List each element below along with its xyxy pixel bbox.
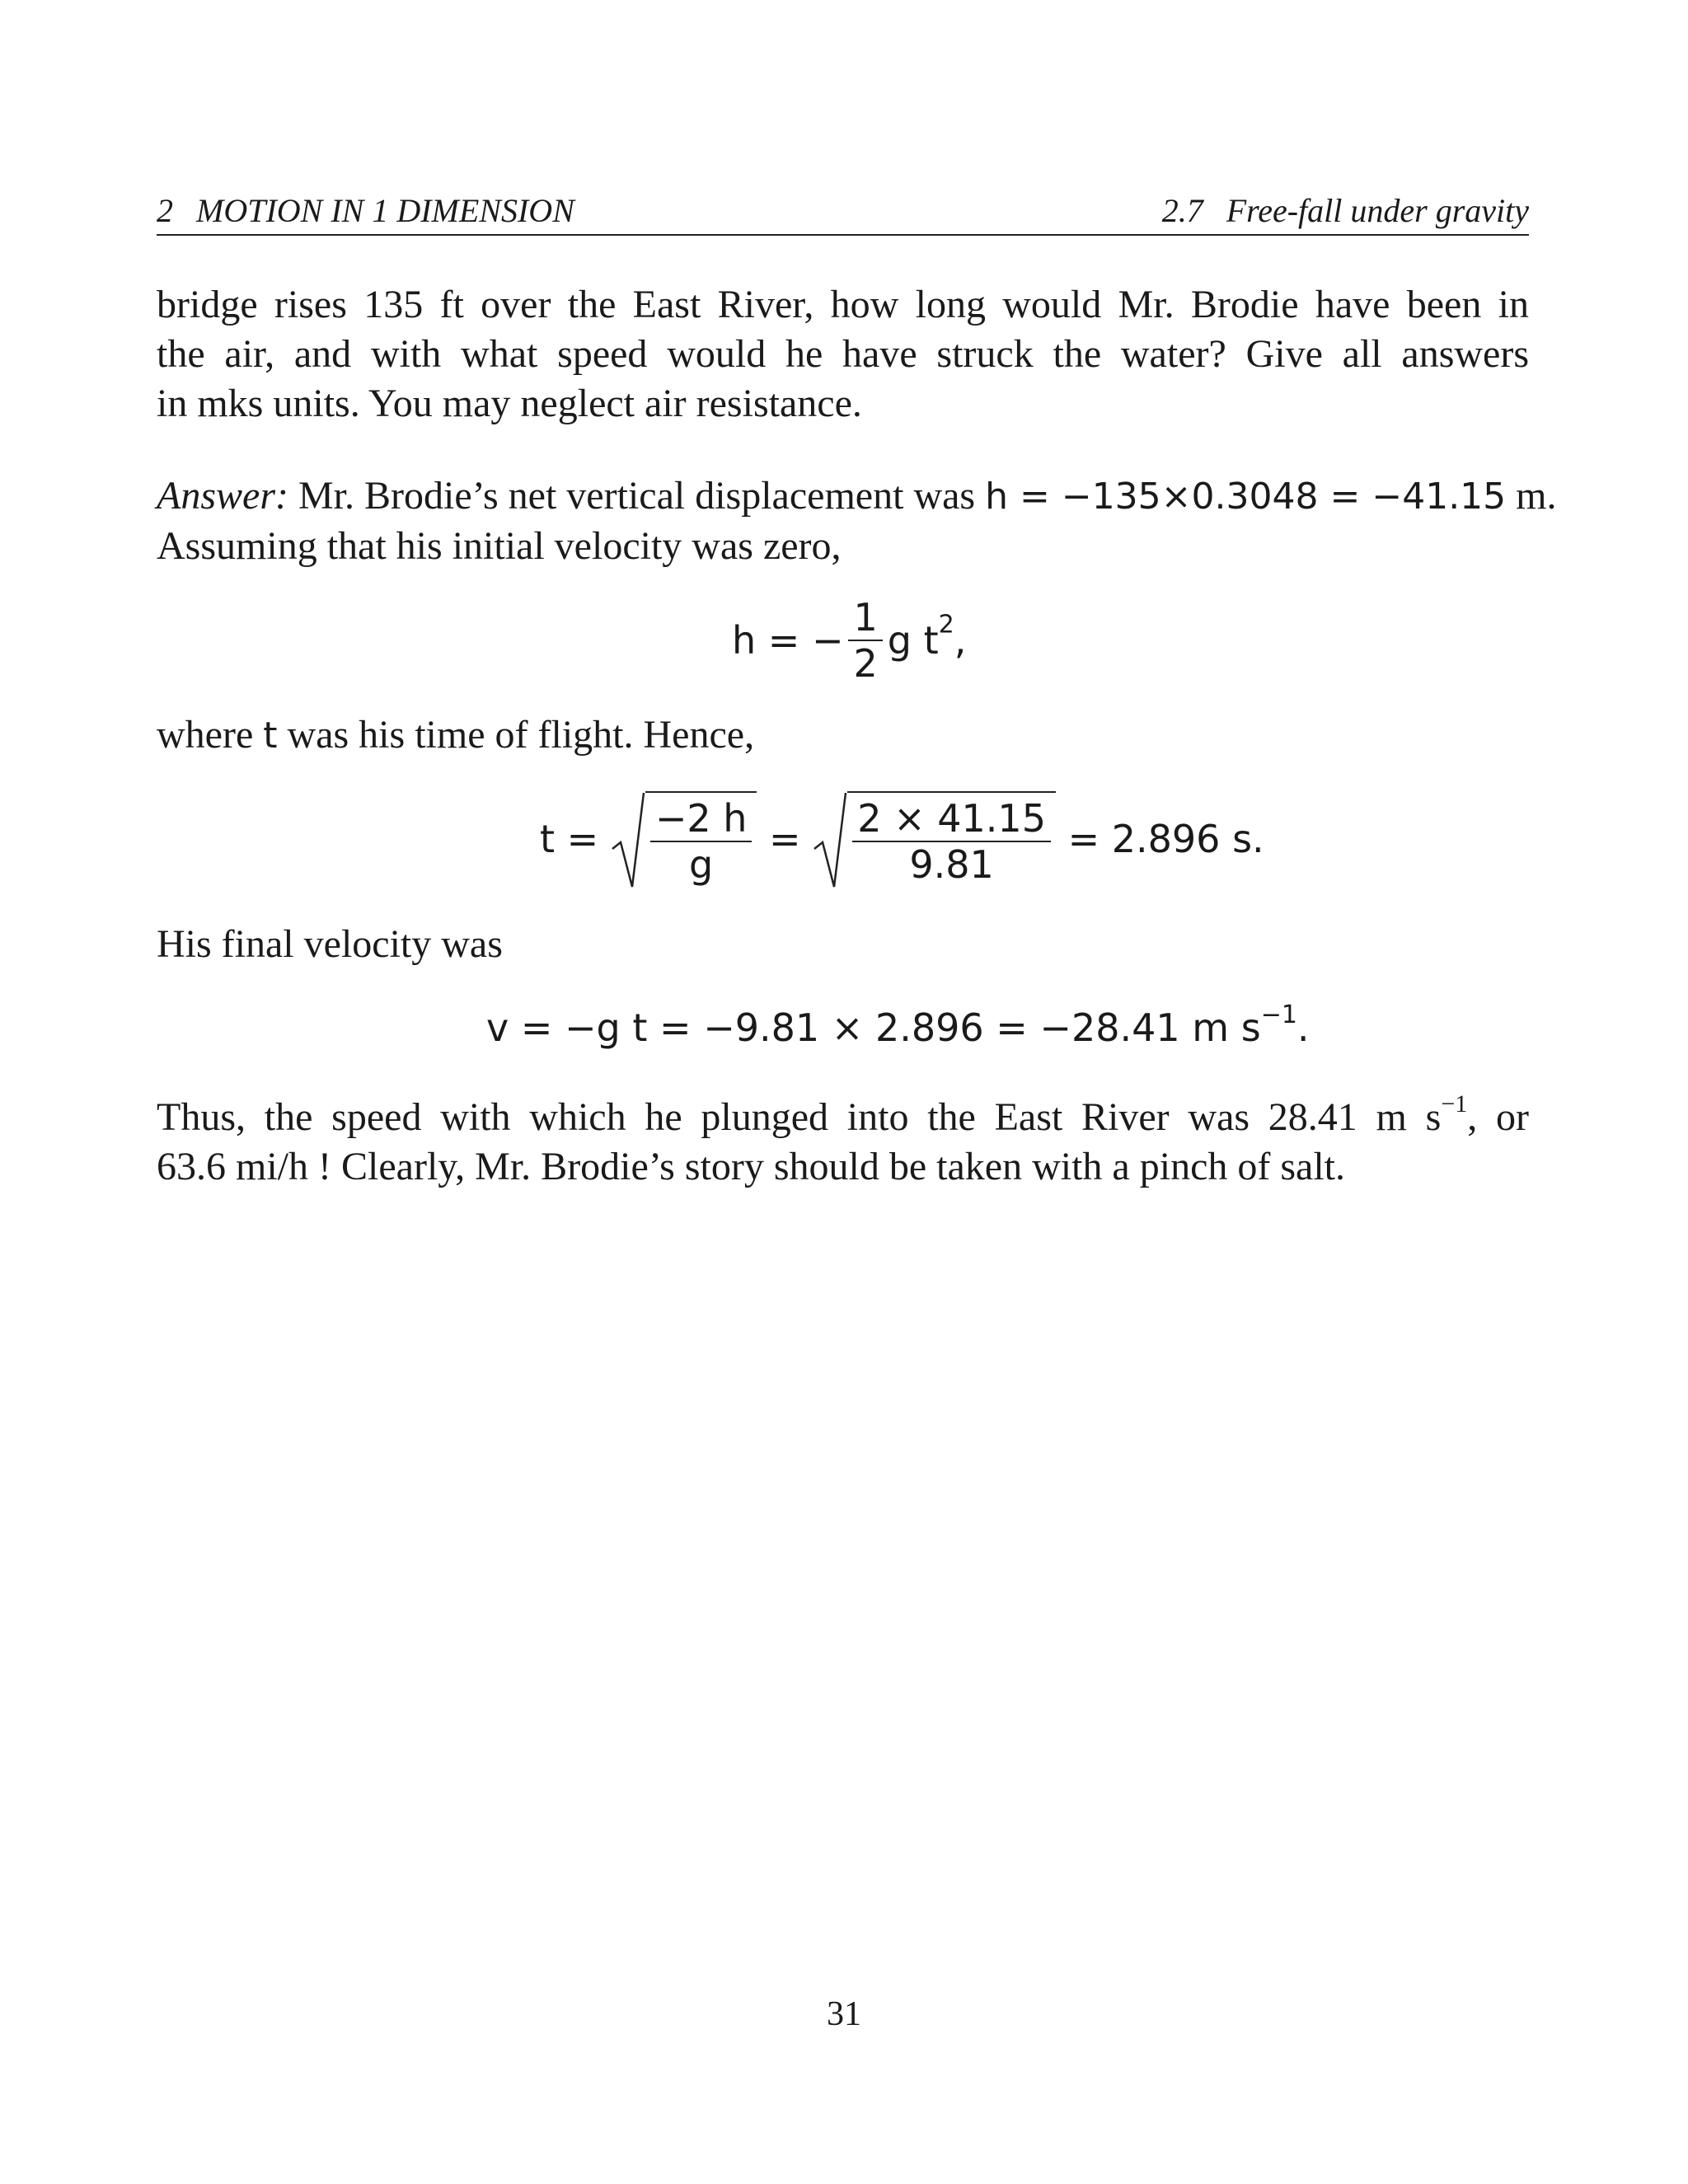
answer-line-2: Assuming that his initial velocity was zero, xyxy=(157,524,842,568)
chapter-number: 2 xyxy=(157,192,173,229)
radical-sign-icon xyxy=(611,791,645,890)
eq2-frac1-num: −2 h xyxy=(654,796,748,841)
radical-sign-icon xyxy=(813,791,847,890)
section-title: Free-fall under gravity xyxy=(1226,192,1529,229)
page-number: 31 xyxy=(827,1995,861,2033)
equation-velocity xyxy=(486,1001,1310,1050)
text-line xyxy=(157,710,1529,761)
eq2-sqrt-2 xyxy=(813,791,1056,887)
eq1-frac-den: 2 xyxy=(848,640,882,686)
section-number: 2.7 xyxy=(1161,192,1203,229)
paragraph-final-velocity xyxy=(157,920,1529,969)
eq2-frac1-den: g xyxy=(650,841,753,887)
eq1-frac-num: 1 xyxy=(853,595,878,640)
eq1-fraction xyxy=(848,595,882,686)
displacement-unit: m. xyxy=(1516,474,1557,518)
eq1-rhs: g t xyxy=(887,618,939,663)
text-line: bridge rises 135 ft over the East River, how long would Mr. Brodie have been in xyxy=(157,283,1529,326)
equation-displacement xyxy=(732,595,966,686)
eq2-sqrt-1 xyxy=(611,791,757,887)
eq2-lhs: t = xyxy=(540,817,599,861)
text-fragment: was his time of flight. Hence, xyxy=(287,713,755,757)
eq2-frac2-den: 9.81 xyxy=(852,841,1051,887)
conclusion-line-1 xyxy=(157,1080,1529,1142)
variable-t: t xyxy=(263,715,278,757)
eq3-exponent: −1 xyxy=(1260,1001,1297,1029)
text-line: His final velocity was xyxy=(157,922,503,966)
answer-text: Mr. Brodie’s net vertical displacement was xyxy=(298,474,976,518)
running-header xyxy=(157,188,1529,236)
text-fragment: , or xyxy=(1467,1095,1530,1139)
eq1-lhs: h = − xyxy=(732,618,844,663)
chapter-heading xyxy=(157,188,574,234)
text-line: the air, and with what speed would he have struck the water? Give all answers xyxy=(157,332,1529,376)
equation-time xyxy=(540,791,1264,887)
conclusion-line-2: 63.6 mi/h ! Clearly, Mr. Brodie’s story should be taken with a pinch of salt. xyxy=(157,1145,1346,1188)
displacement-math: h = −135×0.3048 = −41.15 xyxy=(985,476,1507,518)
answer-label: Answer: xyxy=(157,474,288,518)
eq3-body: v = −g t = −9.81 × 2.896 = −28.41 m s xyxy=(486,1005,1261,1050)
eq2-fraction-1 xyxy=(650,796,753,887)
eq2-frac2-num: 2 × 41.15 xyxy=(857,796,1046,841)
paragraph-conclusion xyxy=(157,1080,1529,1192)
eq3-tail: . xyxy=(1296,1005,1310,1050)
eq2-rhs: = 2.896 s. xyxy=(1067,817,1264,861)
section-heading xyxy=(1162,188,1529,234)
paragraph-question-continuation xyxy=(157,280,1529,429)
paragraph-time-of-flight xyxy=(157,710,1529,761)
eq1-tail: , xyxy=(954,618,967,663)
unit-exponent: −1 xyxy=(1441,1090,1468,1118)
eq2-equals: = xyxy=(769,817,801,861)
text-fragment: where xyxy=(157,713,254,757)
answer-line-1 xyxy=(157,471,1557,522)
eq2-fraction-2 xyxy=(852,796,1051,887)
chapter-title: MOTION IN 1 DIMENSION xyxy=(196,192,574,229)
text-fragment: Thus, the speed with which he plunged into the East River was 28.41 m s xyxy=(157,1095,1442,1139)
paragraph-answer xyxy=(157,471,1557,571)
text-line: in mks units. You may neglect air resistance. xyxy=(157,382,862,425)
eq1-exponent: 2 xyxy=(938,610,954,640)
